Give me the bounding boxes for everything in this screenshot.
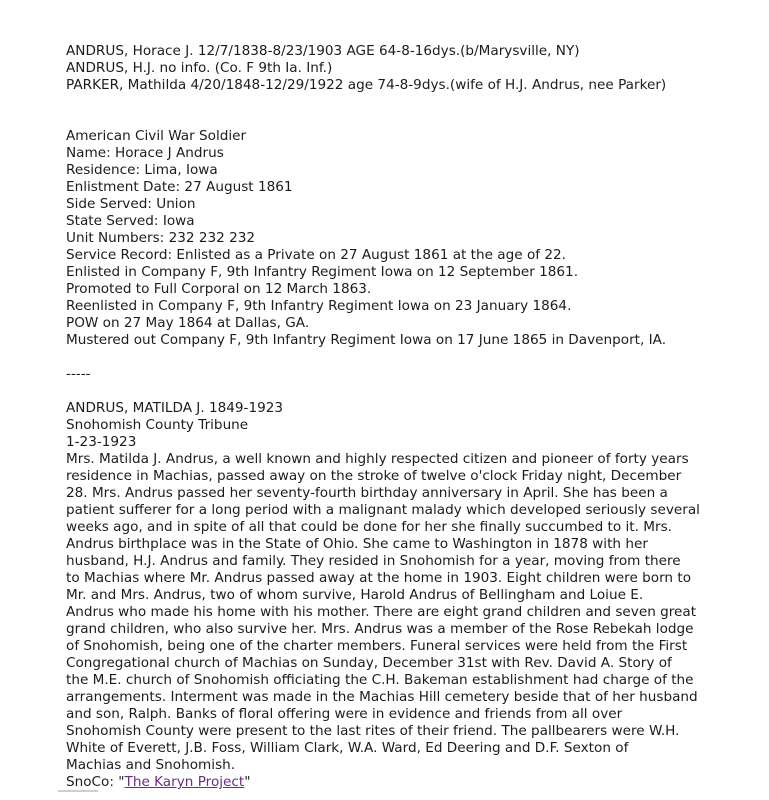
obituary-line: patient sufferer for a long period with a malignant malady which developed seriously several xyxy=(66,502,700,518)
obituary-line: Andrus birthplace was in the State of Ohio. She came to Washington in 1878 with her xyxy=(66,536,648,552)
soldier-service-entry: Reenlisted in Company F, 9th Infantry Regiment Iowa on 23 January 1864. xyxy=(66,298,572,314)
soldier-enlistment-date: Enlistment Date: 27 August 1861 xyxy=(66,179,293,195)
obituary-line: and son, Ralph. Banks of floral offering were in evidence and friends from all over xyxy=(66,706,623,722)
page-edge-mark xyxy=(58,790,98,792)
obituary-line: Mr. and Mrs. Andrus, two of whom survive, Harold Andrus of Bellingham and Loiue E. xyxy=(66,587,644,603)
obituary-date: 1-23-1923 xyxy=(66,434,137,450)
obituary-line: Congregational church of Machias on Sunday, December 31st with Rev. David A. Story of xyxy=(66,655,672,671)
spacer xyxy=(66,383,756,400)
credit-suffix: " xyxy=(244,774,251,790)
soldier-name: Name: Horace J Andrus xyxy=(66,145,224,161)
obituary-line: arrangements. Interment was made in the Machias Hill cemetery beside that of her husband xyxy=(66,689,698,705)
soldier-service-entry: POW on 27 May 1864 at Dallas, GA. xyxy=(66,315,310,331)
credit-prefix: SnoCo: " xyxy=(66,774,125,790)
header-line-hj: ANDRUS, H.J. no info. (Co. F 9th Ia. Inf.) xyxy=(66,60,333,76)
soldier-record xyxy=(66,128,756,349)
obituary-body xyxy=(66,451,756,774)
obituary-title: ANDRUS, MATILDA J. 1849-1923 xyxy=(66,400,284,416)
obituary-line: White of Everett, J.B. Foss, William Clark, W.A. Ward, Ed Deering and D.F. Sexton of xyxy=(66,740,629,756)
section-separator: ----- xyxy=(66,366,91,382)
obituary-line: weeks ago, and in spite of all that could be done for her she finally succumbed to it. Mrs. xyxy=(66,519,672,535)
soldier-service-entry: Mustered out Company F, 9th Infantry Regiment Iowa on 17 June 1865 in Davenport, IA. xyxy=(66,332,667,348)
obituary-line: 28. Mrs. Andrus passed her seventy-fourth birthday anniversary in April. She has been a xyxy=(66,485,668,501)
soldier-heading: American Civil War Soldier xyxy=(66,128,247,144)
obituary-line: grand children, who also survive her. Mrs. Andrus was a member of the Rose Rebekah lodge xyxy=(66,621,694,637)
obituary-line: Andrus who made his home with his mother. There are eight grand children and seven great xyxy=(66,604,697,620)
obituary-source: Snohomish County Tribune xyxy=(66,417,249,433)
soldier-unit-numbers: Unit Numbers: 232 232 232 xyxy=(66,230,256,246)
karyn-project-link[interactable]: The Karyn Project xyxy=(124,774,245,790)
obituary-line: to Machias where Mr. Andrus passed away at the home in 1903. Eight children were born to xyxy=(66,570,692,586)
header-line-horace: ANDRUS, Horace J. 12/7/1838-8/23/1903 AGE 64-8-16dys.(b/Marysville, NY) xyxy=(66,43,580,59)
soldier-service-entry: Enlisted in Company F, 9th Infantry Regiment Iowa on 12 September 1861. xyxy=(66,264,579,280)
obituary-line: Machias and Snohomish. xyxy=(66,757,236,773)
obituary-line: Snohomish County were present to the last rites of their friend. The pallbearers were W.H. xyxy=(66,723,680,739)
header-line-parker: PARKER, Mathilda 4/20/1848-12/29/1922 age 74-8-9dys.(wife of H.J. Andrus, nee Parker) xyxy=(66,77,667,93)
source-credit xyxy=(66,774,756,791)
document-page xyxy=(66,43,756,791)
obituary-line: husband, H.J. Andrus and family. They resided in Snohomish for a year, moving from there xyxy=(66,553,681,569)
obituary-line: residence in Machias, passed away on the stroke of twelve o'clock Friday night, December xyxy=(66,468,682,484)
obituary-line: Mrs. Matilda J. Andrus, a well known and highly respected citizen and pioneer of forty years xyxy=(66,451,689,467)
soldier-service-entry: Promoted to Full Corporal on 12 March 1863. xyxy=(66,281,372,297)
soldier-state: State Served: Iowa xyxy=(66,213,195,229)
obituary xyxy=(66,400,756,791)
header-block xyxy=(66,43,756,94)
spacer xyxy=(66,111,756,128)
obituary-line: the M.E. church of Snohomish officiating the C.H. Bakeman establishment had charge of the xyxy=(66,672,694,688)
soldier-residence: Residence: Lima, Iowa xyxy=(66,162,218,178)
spacer xyxy=(66,349,756,366)
soldier-service-record: Service Record: Enlisted as a Private on 27 August 1861 at the age of 22. xyxy=(66,247,566,263)
spacer xyxy=(66,94,756,111)
obituary-line: of Snohomish, being one of the charter members. Funeral services were held from the First xyxy=(66,638,688,654)
soldier-side: Side Served: Union xyxy=(66,196,196,212)
